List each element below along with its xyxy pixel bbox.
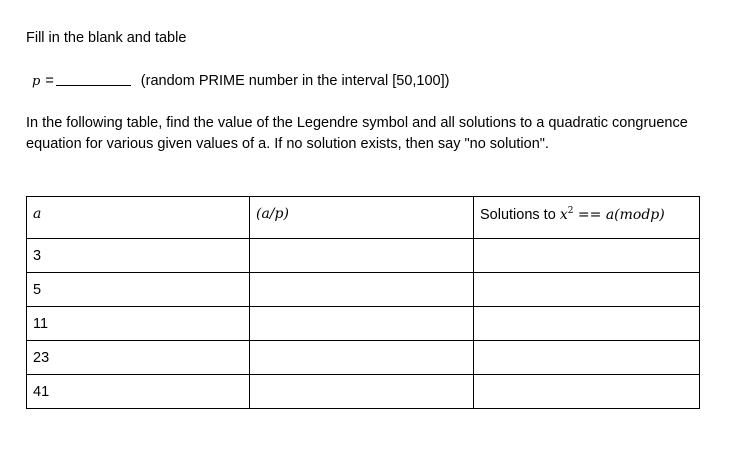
cell-a: 5 [27,273,250,307]
prime-line [32,70,449,89]
instructions [26,113,726,155]
cell-legendre[interactable] [250,341,474,375]
prime-note: (random PRIME number in the interval [50,100]) [140,73,450,89]
cell-legendre[interactable] [250,375,474,409]
table-row [27,273,700,307]
cell-legendre[interactable] [250,239,474,273]
legendre-table [26,196,700,409]
header-solutions [474,197,700,239]
cell-solutions[interactable] [474,307,700,341]
table-row [27,341,700,375]
header-solutions-exponent: 2 [567,206,574,216]
header-solutions-equation [560,207,665,223]
cell-a: 41 [27,375,250,409]
header-a [27,197,250,239]
prime-variable: p [32,74,41,89]
page-heading: Fill in the blank and table [26,30,187,46]
cell-solutions[interactable] [474,239,700,273]
cell-a: 11 [27,307,250,341]
header-a-label: a [33,206,42,222]
header-legendre-label: (a/p) [256,206,289,222]
table-row [27,307,700,341]
header-solutions-rest: == a(modp) [573,207,665,223]
cell-a: 3 [27,239,250,273]
cell-solutions[interactable] [474,273,700,307]
cell-legendre[interactable] [250,307,474,341]
header-solutions-prefix: Solutions to [480,207,556,223]
instructions-text: In the following table, find the value of the Legendre symbol and all solutions to a quadratic congruence equation for various given values of a. If no solution exists, then say "no solution". [26,115,688,152]
cell-solutions[interactable] [474,341,700,375]
table-header-row [27,197,700,239]
table-row [27,239,700,273]
cell-solutions[interactable] [474,375,700,409]
header-legendre [250,197,474,239]
table-row [27,375,700,409]
cell-a: 23 [27,341,250,375]
header-solutions-base: x [559,207,568,223]
prime-blank-field[interactable] [56,71,131,86]
cell-legendre[interactable] [250,273,474,307]
prime-equals: = [45,73,54,89]
